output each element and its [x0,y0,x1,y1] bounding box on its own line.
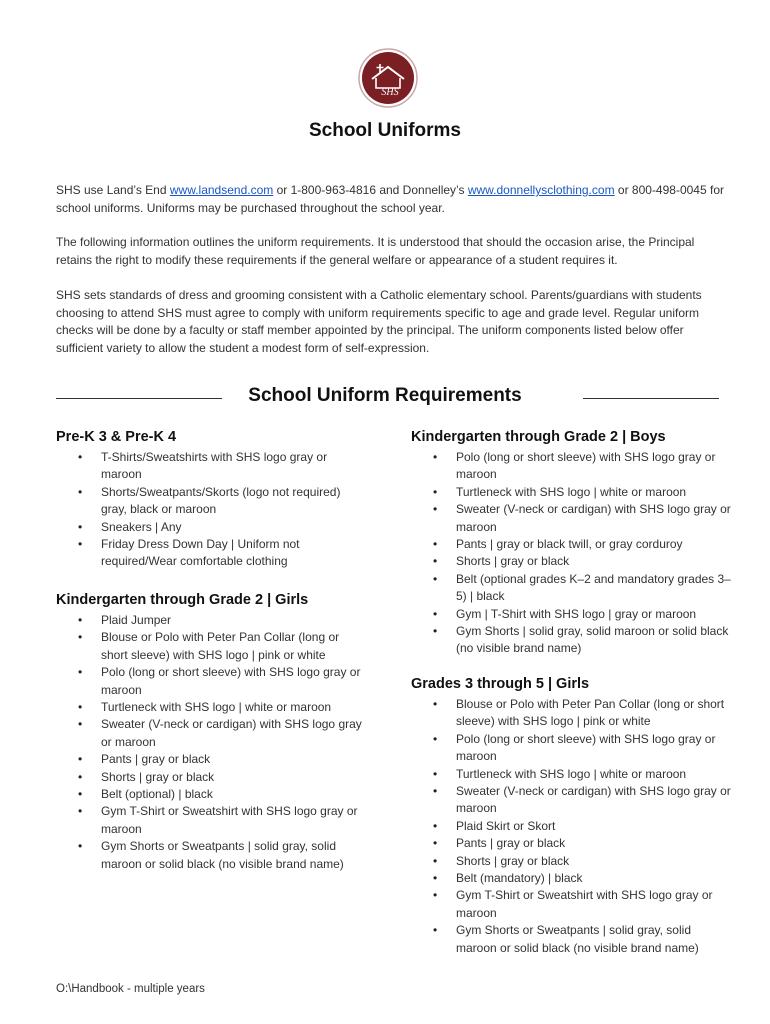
list-item: • Turtleneck with SHS logo | white or maroon [411,484,731,501]
list-item: • Friday Dress Down Day | Uniform not required/Wear comfortable clothing [56,536,366,571]
requirements-title: School Uniform Requirements [248,385,522,406]
section-heading: Kindergarten through Grade 2 | Girls [56,592,309,608]
list-item: • Pants | gray or black [411,835,731,852]
list-item: • Sweater (V-neck or cardigan) with SHS logo gray or maroon [56,716,366,751]
heading-divider-right [583,398,719,399]
footer-file-path: O:\Handbook - multiple years [56,983,205,995]
logo-text: SHS [381,87,399,98]
landsend-link[interactable]: www.landsend.com [169,183,274,197]
list-item: • Gym Shorts or Sweatpants | solid gray, solid maroon or solid black (no visible brand name) [411,922,731,957]
list-item: • Gym T-Shirt or Sweatshirt with SHS logo gray or maroon [56,803,366,838]
list-item: • Belt (mandatory) | black [411,870,731,887]
intro-text-c: or 800-498-0045 for school uniforms. Uniforms may be purchased throughout the school year. [56,183,724,215]
intro-paragraph-requirements: The following information outlines the uniform requirements. It is understood that should the occasion arise, the Principal retains the right to modify these requirements if the general welfare or appearance of a student requires it. [56,235,695,267]
intro-paragraph-standards: SHS sets standards of dress and grooming consistent with a Catholic elementary school. Parents/guardians with students choosing to attend SHS must agree to comply with uniform requirements specific to age and grade level. Regular uniform checks will be done by a faculty or staff member appointed by the principal. The uniform components listed below offer sufficient variety to allow the student a modest form of self-expression. [56,288,702,355]
intro-text-a: SHS use Land’s End [56,183,170,197]
page-title: School Uniforms [308,120,461,141]
list-item: • Gym Shorts | solid gray, solid maroon or solid black (no visible brand name) [411,623,731,658]
section-grades-3-5-girls [411,676,731,957]
intro-paragraph-vendors [56,182,726,217]
list-item: • Plaid Jumper [56,612,366,629]
list-item: • Sweater (V-neck or cardigan) with SHS logo gray or maroon [411,501,731,536]
list-item: • Gym Shorts or Sweatpants | solid gray, solid maroon or solid black (no visible brand name) [56,838,366,873]
item-list [56,612,366,873]
list-item: • Plaid Skirt or Skort [411,818,731,835]
list-item: • Turtleneck with SHS logo | white or maroon [56,699,366,716]
list-item: • Gym | T-Shirt with SHS logo | gray or maroon [411,606,731,623]
list-item: • Shorts | gray or black [411,553,731,570]
donnelly-link[interactable]: www.donnellysclothing.com [467,183,615,197]
intro-text-b: or 1-800-963-4816 and Donnelley’s [273,183,468,197]
list-item: • Gym T-Shirt or Sweatshirt with SHS logo gray or maroon [411,887,731,922]
section-k2-girls [56,592,366,873]
list-item: • T-Shirts/Sweatshirts with SHS logo gray or maroon [56,449,366,484]
list-item: • Pants | gray or black twill, or gray corduroy [411,536,731,553]
list-item: • Belt (optional) | black [56,786,366,803]
list-item: • Blouse or Polo with Peter Pan Collar (long or short sleeve) with SHS logo | pink or white [56,629,366,664]
item-list [411,696,731,957]
section-heading: Kindergarten through Grade 2 | Boys [411,429,666,445]
list-item: • Shorts | gray or black [411,853,731,870]
list-item: • Sneakers | Any [56,519,366,536]
section-heading: Pre-K 3 & Pre-K 4 [56,429,177,445]
list-item: • Shorts/Sweatpants/Skorts (logo not required) gray, black or maroon [56,484,366,519]
list-item: • Belt (optional grades K–2 and mandatory grades 3–5) | black [411,571,731,606]
section-k2-boys [411,429,731,658]
list-item: • Blouse or Polo with Peter Pan Collar (long or short sleeve) with SHS logo | pink or white [411,696,731,731]
list-item: • Shorts | gray or black [56,769,366,786]
list-item: • Sweater (V-neck or cardigan) with SHS logo gray or maroon [411,783,731,818]
section-prek [56,429,366,571]
item-list [56,449,366,571]
list-item: • Polo (long or short sleeve) with SHS logo gray or maroon [411,449,731,484]
list-item: • Pants | gray or black [56,751,366,768]
item-list [411,449,731,658]
section-heading: Grades 3 through 5 | Girls [411,676,590,692]
list-item: • Turtleneck with SHS logo | white or maroon [411,766,731,783]
list-item: • Polo (long or short sleeve) with SHS logo gray or maroon [56,664,366,699]
school-seal-logo [358,48,418,108]
list-item: • Polo (long or short sleeve) with SHS logo gray or maroon [411,731,731,766]
